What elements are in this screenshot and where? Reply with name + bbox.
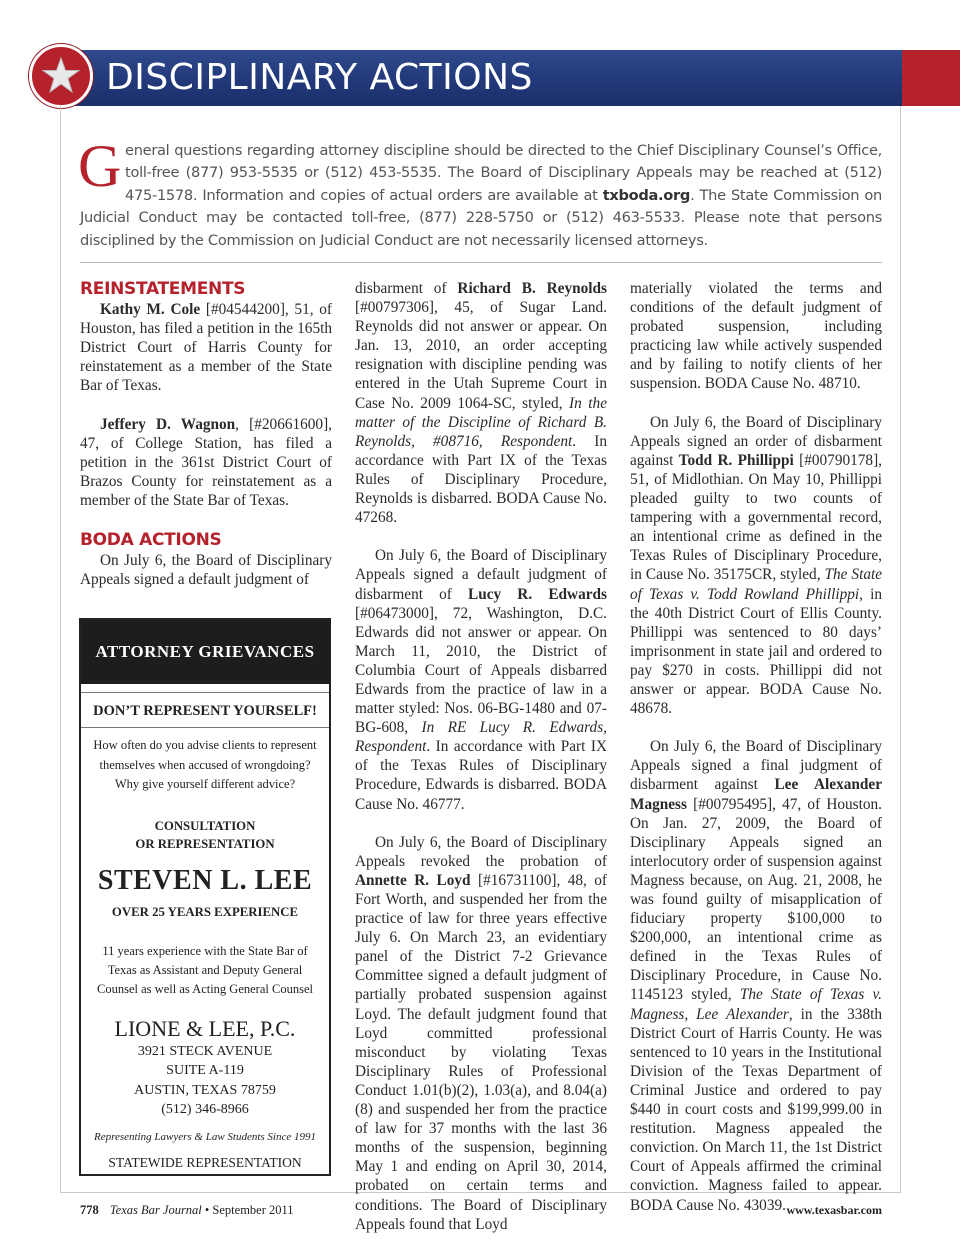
boda-entry-loyd-cont: materially violated the terms and conditions of the default judgment of probated suspension, including practicing law while actively suspended and by failing to notify clients of her suspension. BODA Cause No. 48710. [630, 280, 882, 393]
ad-bio: 11 years experience with the State Bar of Texas as Assistant and Deputy General Counsel as well as Acting General Counsel [97, 943, 313, 997]
boda-entry-reynolds-start: On July 6, the Board of Disciplinary Appeals signed a default judgment of [80, 552, 332, 589]
intro-divider [80, 262, 882, 263]
text-run: disbarment of [355, 280, 458, 297]
reinstatement-name: Jeffery D. Wagnon [100, 415, 236, 433]
ad-experience: OVER 25 YEARS EXPERIENCE [111, 904, 299, 919]
page-number: 778 [80, 1203, 99, 1217]
column-3 [630, 279, 882, 1215]
intro-text-1: eneral questions regarding attorney discipline should be directed to the Chief Disciplinary Counsel’s Office, toll-free (877) 953-5535 or (512) 453-5535. The Board of Disciplinary Appeals may be reached at (512) 475-1578. Information and copies of actual orders are available at [125, 142, 882, 204]
boda-entry-reynolds [355, 279, 607, 527]
page-title: DISCIPLINARY ACTIONS [106, 57, 533, 98]
column-2 [355, 279, 607, 1234]
footer-publication [80, 1203, 294, 1218]
text-run: [#00795495], 47, of Houston. On Jan. 27, 2009, the Board of Disciplinary Appeals signed an interlocutory order of suspension against Magness because, on Aug. 21, 2008, he was found guilty of misapplication of fiduciary property $100,000 to $200,000, an intentional crime as defined in the Texas Rules of Disciplinary Procedure, in Cause No. 1145123 styled, [630, 795, 882, 1004]
text-run: [#16731100], 48, of Fort Worth, and suspended her from the practice of law for three years effective July 6. On March 23, an evidentiary panel of the District 7-2 Grievance Committee signed a default judgment of partially probated suspension against Loyd. The default judgment found that Loyd committed professional misconduct by violating Texas Disciplinary Rules of Professional Conduct 1.01(b)(2), 1.03(a), and 8.04(a)(8) and suspended her from the practice of law for 37 months with the last 36 months of the suspension, beginning May 1 and ending on April 30, 2014, probated on certain terms and conditions. The Board of Disciplinary Appeals found that Loyd [355, 871, 607, 1233]
text-run: On July 6, the Board of Disciplinary Appeals revoked the probation of [355, 833, 607, 870]
text-run: , in the 40th District Court of Ellis County. Phillippi was sentenced to 80 days’ imprisonment in state jail and ordered to pay $270 in costs. Phillippi did not answer or appear. BODA Cause No. 48678. [630, 585, 882, 718]
boda-website-link[interactable]: txboda.org [602, 186, 691, 204]
boda-actions-heading: BODA ACTIONS [80, 530, 222, 551]
ad-tagline: Representing Lawyers & Law Students Since 1991 [93, 1131, 317, 1144]
ad-phone: (512) 346-8966 [161, 1101, 249, 1117]
text-run: [#00797306], 45, of Sugar Land. Reynolds did not answer or appear. On Jan. 13, 2010, an order accepting resignation with discipline pending was entered in the Utah Supreme Court in Case No. 2009 1064-SC, styled, [355, 299, 607, 412]
case-style: In the matter of the Discipline of Richard B. Reynolds, #08716, Respondent [355, 394, 607, 450]
page-frame-right [900, 106, 901, 1192]
ad-address-line-1: 3921 STECK AVENUE [137, 1043, 273, 1059]
reinstatement-text: [#04544200], 51, of Houston, has filed a petition in the 165th District Court of Harris County for reinstatement as a member of the State Bar of Texas. [80, 301, 332, 395]
case-style: The State of Texas v. Todd Rowland Phillippi [630, 566, 883, 603]
text-run: On July 6, the Board of Disciplinary Appeals signed an order of disbarment against [630, 413, 882, 469]
text-run: . In accordance with Part IX of the Texas Rules of Disciplinary Procedure, Edwards is disbarred. BODA Cause No. 46777. [355, 738, 607, 813]
text-run: [#06473000], 72, Washington, D.C. Edwards did not answer or appear. On March 11, 2010, the District of Columbia Court of Appeals disbarred Edwards from the practice of law in a matter styled: Nos. 06-BG-1480 and 07-BG-608, [355, 604, 607, 737]
ad-question: How often do you advise clients to represent themselves when accused of wrongdoing? Why give yourself different advice? [93, 738, 317, 791]
ad-firm-name: LIONE & LEE, P.C. [114, 1015, 296, 1041]
ad-statewide: STATEWIDE REPRESENTATION [108, 1155, 302, 1171]
reinstatement-name: Kathy M. Cole [100, 301, 201, 318]
respondent-name: Annette R. Loyd [355, 871, 471, 889]
intro-dropcap: G [78, 133, 122, 199]
boda-entry-magness [630, 737, 882, 1214]
ad-address-line-2: SUITE A-119 [166, 1063, 244, 1079]
boda-entry-loyd [355, 833, 607, 1234]
text-run: On July 6, the Board of Disciplinary Appeals signed a final judgment of disbarment against [630, 738, 882, 794]
reinstatement-entry [80, 415, 332, 510]
ad-consult-line-1: CONSULTATION [154, 818, 256, 833]
publication-name: Texas Bar Journal [109, 1203, 202, 1217]
issue-date: September 2011 [212, 1203, 294, 1217]
page-frame-left [60, 106, 61, 1192]
banner-red-block [902, 50, 960, 106]
header-banner [0, 50, 960, 106]
case-style: The State of Texas v. Magness, Lee Alexander [630, 986, 882, 1023]
respondent-name: Todd R. Phillippi [678, 451, 794, 469]
text-run: [#00790178], 51, of Midlothian. On May 10, Phillippi pleaded guilty to two counts of tampering with a governmental record, an intentional crime as defined in the Texas Rules of Disciplinary Procedure, in Cause No. 35175CR, styled, [630, 451, 882, 584]
respondent-name: Lee Alexander Magness [630, 776, 882, 813]
respondent-name: Lucy R. Edwards [468, 585, 607, 603]
ad-subheader: DON’T REPRESENT YOURSELF! [81, 692, 329, 728]
texas-star-seal-icon [29, 44, 93, 108]
footer-separator: • [204, 1203, 210, 1217]
intro-paragraph [78, 133, 882, 252]
boda-entry-phillippi [630, 413, 882, 719]
text-run: . In accordance with Part IX of the Texas Rules of Disciplinary Procedure, Reynolds is disbarred. BODA Cause No. 47268. [355, 432, 607, 527]
text-run: On July 6, the Board of Disciplinary Appeals signed a default judgment of disbarment of [355, 547, 607, 603]
text-run: , in the 338th District Court of Harris County. He was sentenced to 10 years in the Institutional Division of the Texas Department of Criminal Justice and ordered to pay $440 in court costs and $199,999.00 in restitution. Magness appealed the conviction. On March 11, the 1st District Court of Appeals affirmed the criminal conviction. Magness failed to appear. BODA Cause No. 43039. [630, 1005, 882, 1214]
boda-entry-edwards [355, 546, 607, 813]
footer-website-link[interactable]: www.texasbar.com [786, 1203, 882, 1217]
ad-address-line-3: AUSTIN, TEXAS 78759 [134, 1082, 276, 1098]
reinstatements-heading: REINSTATEMENTS [80, 279, 246, 299]
intro-text-2: . The State Commission on Judicial Conduct may be contacted toll-free, (877) 228-5750 or (512) 463-5533. Please note that persons disciplined by the Commission on Judicial Conduct are not necessarily licensed attorneys. [80, 186, 882, 249]
attorney-grievances-ad [79, 618, 331, 1176]
ad-header: ATTORNEY GRIEVANCES [81, 620, 329, 684]
reinstatement-entry [80, 300, 332, 395]
column-1 [80, 278, 332, 589]
ad-attorney-name: STEVEN L. LEE [97, 864, 313, 896]
ad-consultation [81, 817, 329, 853]
respondent-name: Richard B. Reynolds [457, 280, 607, 297]
case-style: In RE Lucy R. Edwards, Respondent [355, 719, 607, 756]
ad-address [81, 1042, 329, 1120]
ad-consult-line-2: OR REPRESENTATION [135, 836, 275, 851]
reinstatement-text: , [#20661600], 47, of College Station, has filed a petition in the 361st District Court of Brazos County for reinstatement as a member of the State Bar of Texas. [80, 415, 332, 509]
